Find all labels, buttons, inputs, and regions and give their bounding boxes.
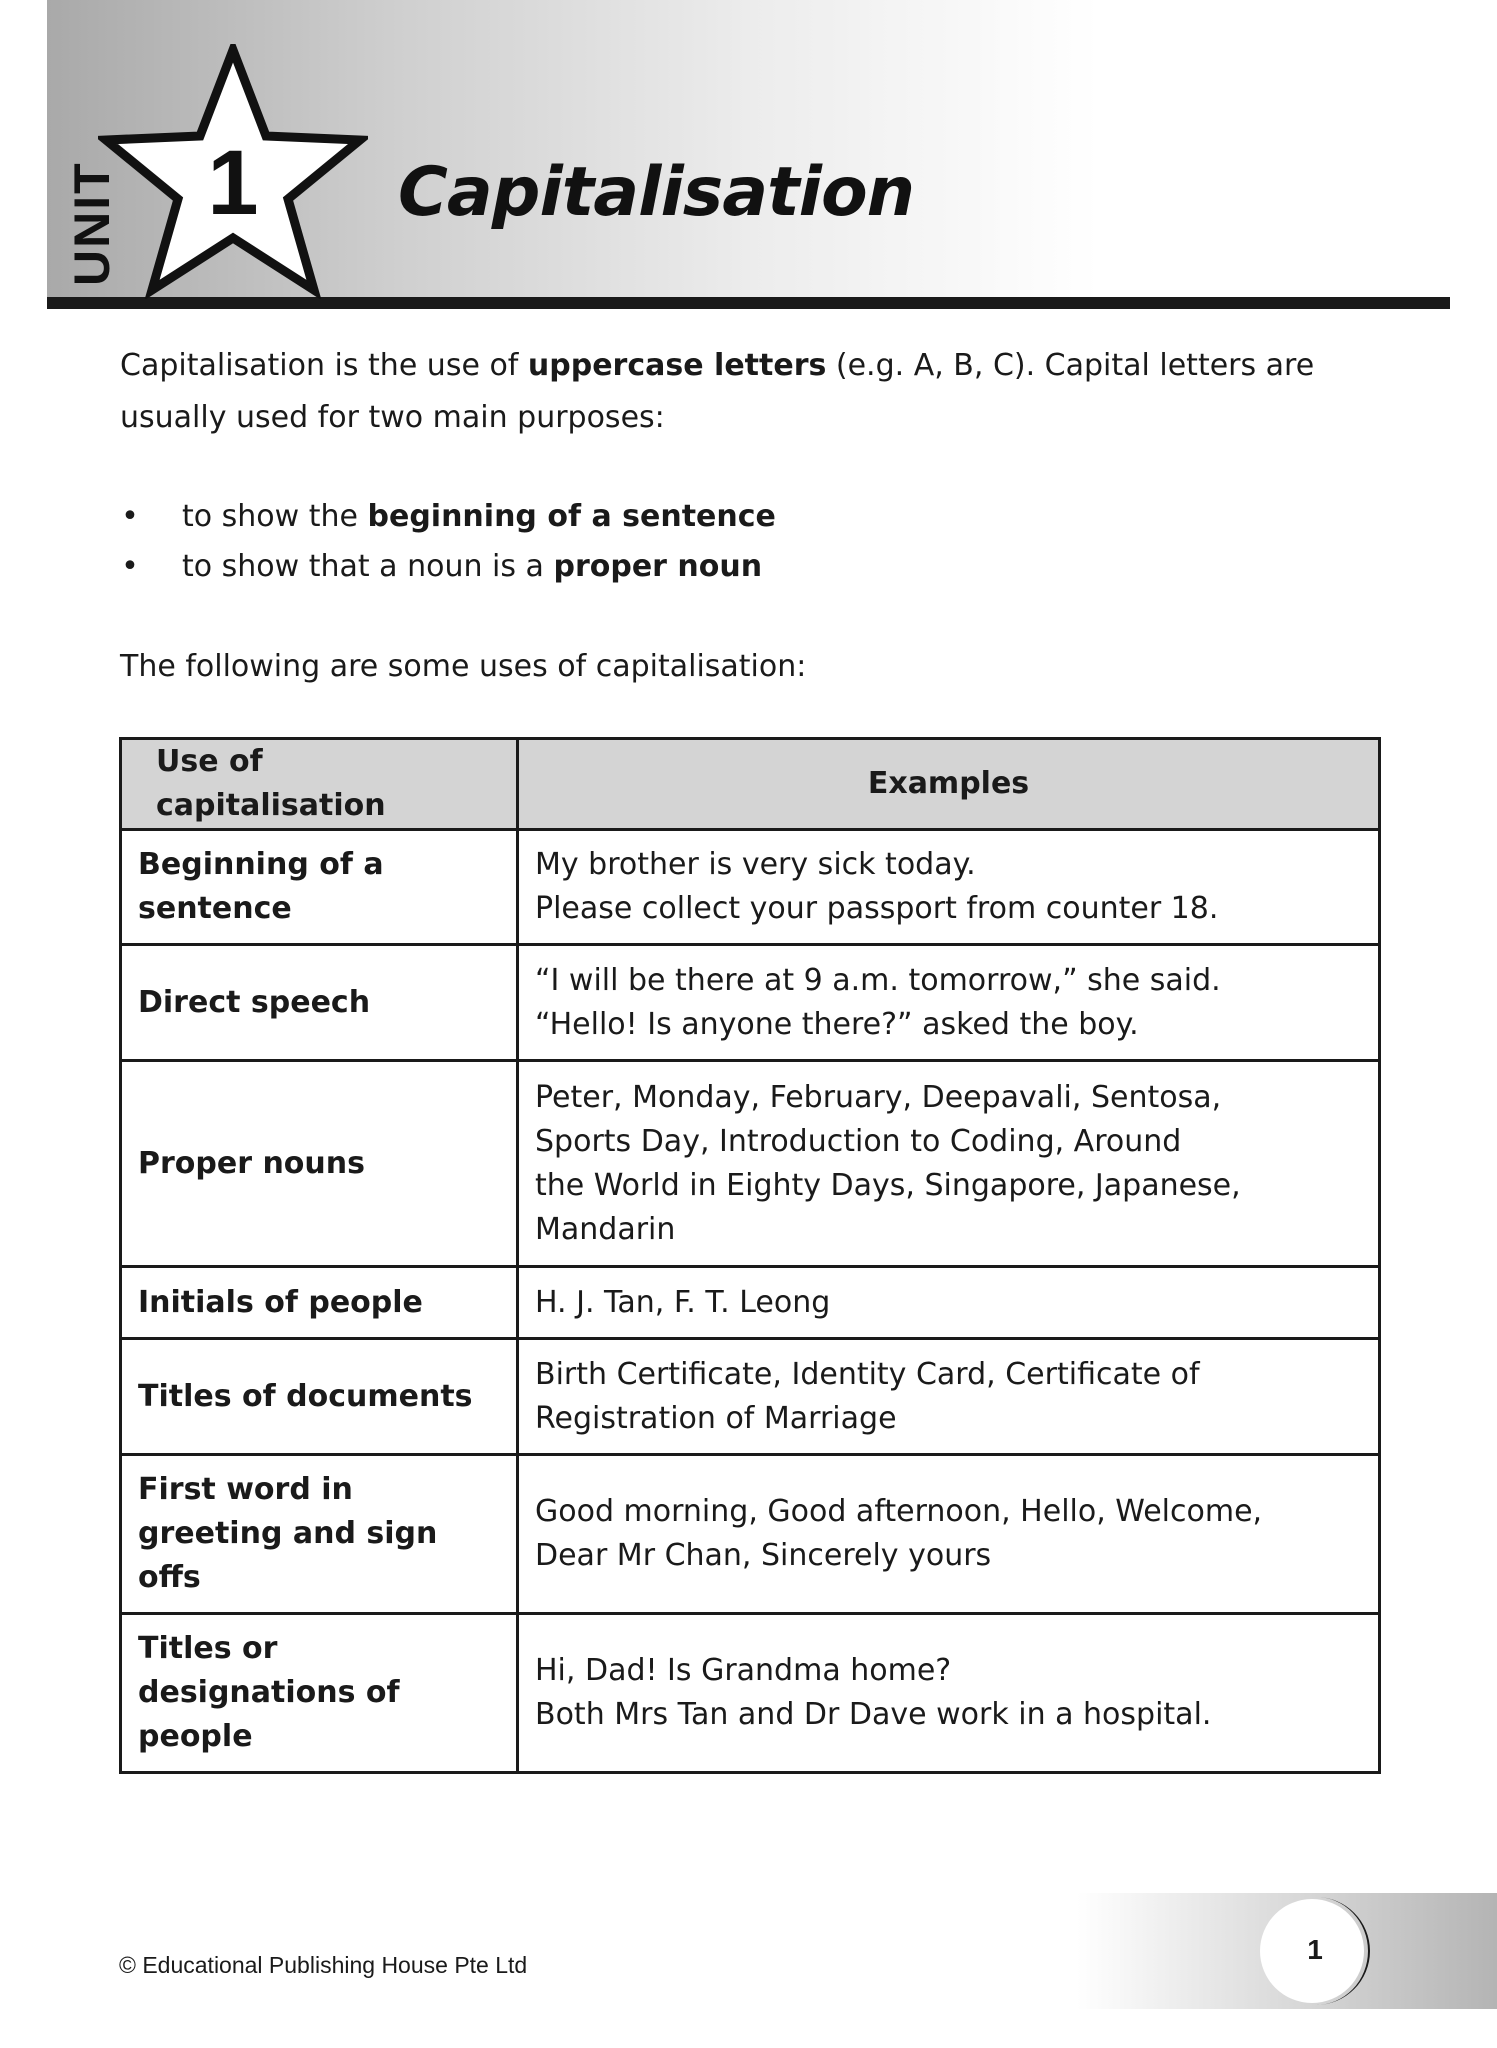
examples-cell: [518, 830, 1380, 945]
list-item: [120, 542, 1320, 592]
example-line: Both Mrs Tan and Dr Dave work in a hospital.: [535, 1697, 1212, 1732]
intro-bold-term: uppercase letters: [527, 348, 827, 383]
intro-text-after: (e.g. A, B, C). Capital letters are usually used for two main purposes:: [120, 348, 1315, 435]
examples-cell: [518, 1614, 1380, 1773]
table-row: [121, 830, 1380, 945]
capitalisation-table: [119, 737, 1381, 1774]
table-row: [121, 1614, 1380, 1773]
use-cell: Proper nouns: [121, 1061, 518, 1267]
page-number: 1: [1307, 1934, 1323, 1965]
table-lead-text: The following are some uses of capitalisation:: [120, 649, 807, 684]
capitalisation-table-wrap: [119, 737, 1381, 1774]
use-cell: Titles of documents: [121, 1339, 518, 1455]
table-row: [121, 1455, 1380, 1614]
list-item-text: to show the: [182, 499, 368, 534]
purpose-list: [120, 492, 1320, 592]
bullet-icon: •: [121, 499, 139, 534]
example-line: Sports Day, Introduction to Coding, Around: [535, 1123, 1182, 1159]
example-line: the World in Eighty Days, Singapore, Japanese,: [535, 1167, 1241, 1203]
examples-cell: [518, 945, 1380, 1061]
list-item-bold: proper noun: [553, 549, 763, 584]
examples-cell: [518, 1455, 1380, 1614]
examples-cell: [518, 1267, 1380, 1339]
example-line: Mandarin: [535, 1211, 676, 1247]
table-row: [121, 1267, 1380, 1339]
copyright-text: © Educational Publishing House Pte Ltd: [119, 1952, 528, 1978]
list-item: [120, 492, 1320, 542]
example-line: H. J. Tan, F. T. Leong: [535, 1284, 831, 1320]
example-line: Good morning, Good afternoon, Hello, Welcome,: [535, 1494, 1263, 1529]
use-cell: First word in greeting and sign offs: [121, 1455, 518, 1614]
header-use: Use of capitalisation: [121, 739, 518, 830]
intro-text-before: Capitalisation is the use of: [120, 348, 528, 383]
table-row: [121, 1339, 1380, 1455]
table-header-row: [121, 739, 1380, 830]
list-item-bold: beginning of a sentence: [367, 499, 776, 534]
example-line: Please collect your passport from counter 18.: [535, 891, 1219, 926]
use-cell: Beginning of a sentence: [121, 830, 518, 945]
page-title: Capitalisation: [398, 153, 915, 232]
example-line: My brother is very sick today.: [535, 847, 976, 882]
use-cell: Initials of people: [121, 1267, 518, 1339]
examples-cell: [518, 1061, 1380, 1267]
use-cell: Titles or designations of people: [121, 1614, 518, 1773]
example-line: Registration of Marriage: [535, 1400, 897, 1436]
header-examples: Examples: [518, 739, 1380, 830]
example-line: “I will be there at 9 a.m. tomorrow,” she said.: [535, 962, 1221, 998]
example-line: Peter, Monday, February, Deepavali, Sentosa,: [535, 1079, 1222, 1115]
list-item-text: to show that a noun is a: [182, 549, 554, 584]
unit-label: UNIT: [64, 161, 120, 286]
table-row: [121, 1061, 1380, 1267]
example-line: Birth Certificate, Identity Card, Certificate of: [535, 1356, 1200, 1392]
table-row: [121, 945, 1380, 1061]
use-cell: Direct speech: [121, 945, 518, 1061]
unit-number: 1: [207, 132, 259, 234]
bullet-icon: •: [121, 549, 139, 584]
example-line: Hi, Dad! Is Grandma home?: [535, 1653, 952, 1688]
example-line: Dear Mr Chan, Sincerely yours: [535, 1538, 992, 1573]
example-line: “Hello! Is anyone there?” asked the boy.: [535, 1006, 1139, 1042]
intro-paragraph: [120, 340, 1360, 444]
examples-cell: [518, 1339, 1380, 1455]
